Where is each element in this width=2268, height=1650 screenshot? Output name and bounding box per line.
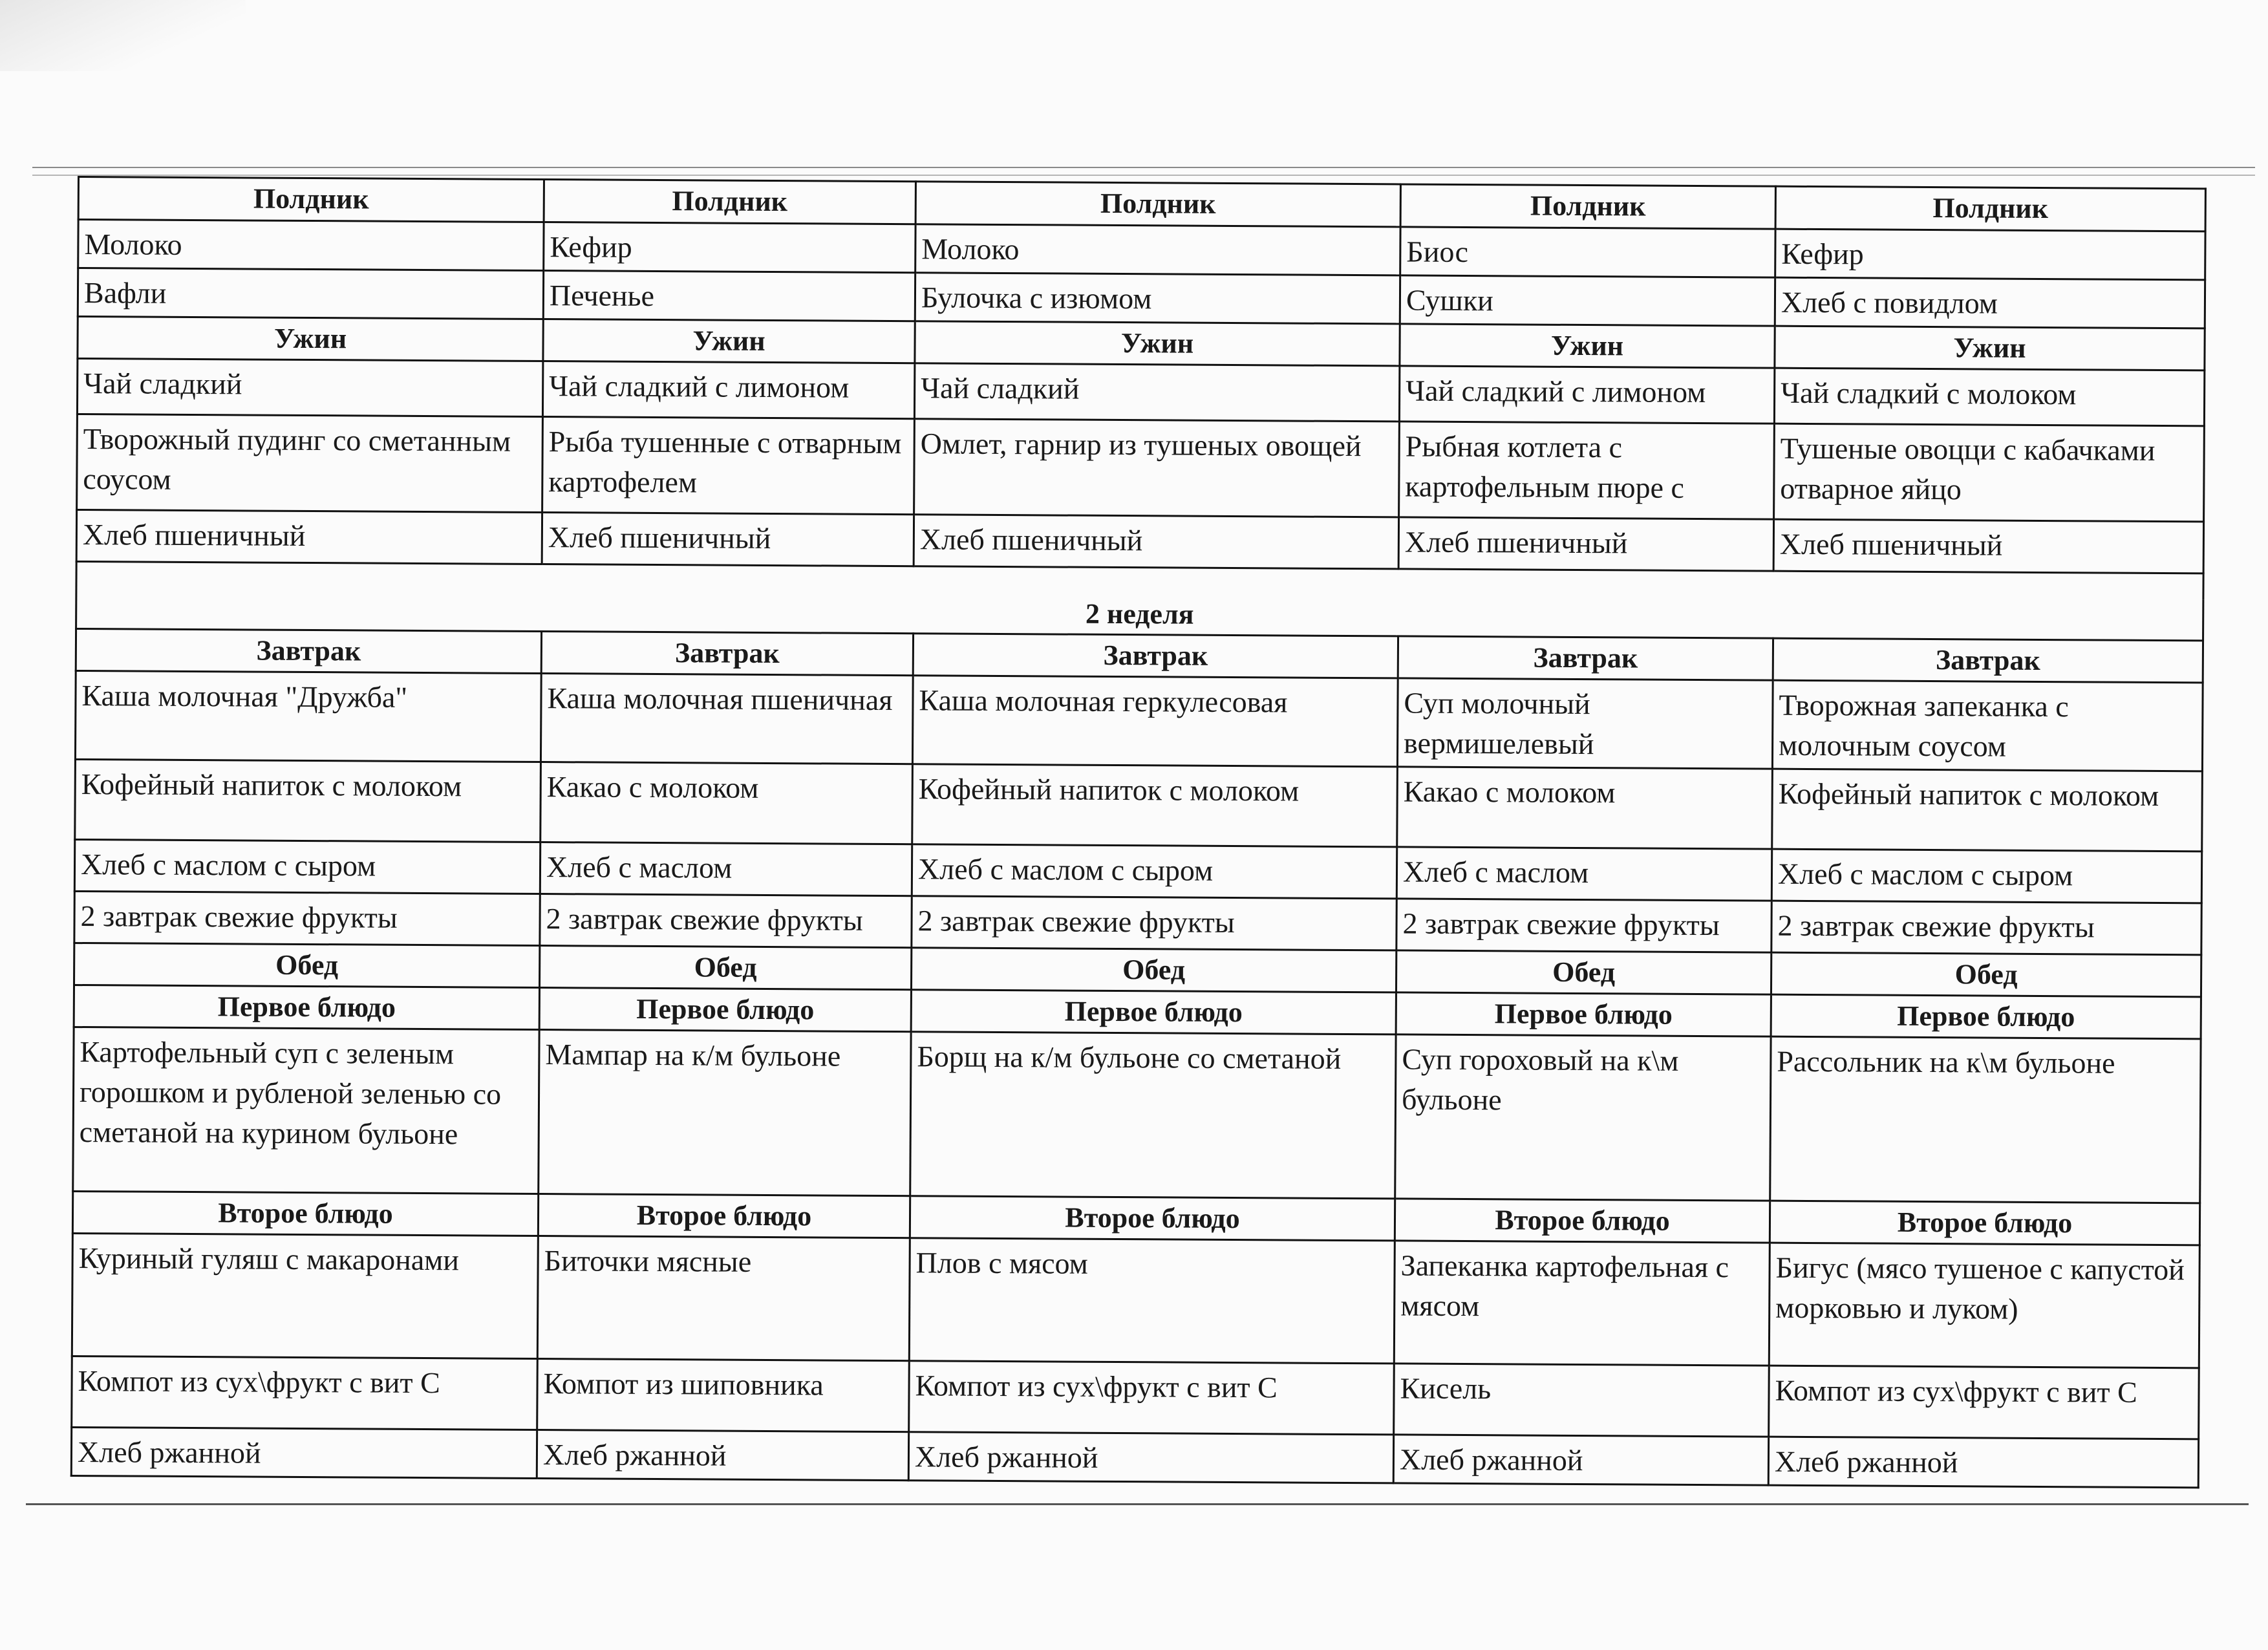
day-5-lunch-header: Обед [1771, 952, 2201, 997]
day-1-dinner-header: Ужин [78, 317, 543, 361]
day-2-first-course: Мампар на к/м бульоне [539, 1029, 911, 1195]
drink-row [72, 1356, 2199, 1439]
day-5-snack-header: Полдник [1775, 186, 2205, 231]
day-2-breakfast-bread: Хлеб с маслом [540, 842, 912, 895]
day-5-snack-food: Хлеб с повидлом [1775, 277, 2205, 328]
day-2-lunch-drink: Компот из шиповника [537, 1358, 910, 1431]
day-3-dinner-drink: Чай сладкий [914, 363, 1399, 422]
day-4-first-course: Суп гороховый на к\м бульоне [1395, 1034, 1771, 1200]
day-5-lunch-bread: Хлеб ржанной [1768, 1437, 2198, 1488]
day-3-lunch-header: Обед [911, 947, 1396, 992]
day-4-first-course-header: Первое блюдо [1396, 992, 1771, 1036]
day-3-breakfast-drink: Кофейный напиток с молоком [912, 764, 1398, 846]
day-5-dinner-drink: Чай сладкий с молоком [1774, 368, 2204, 426]
day-2-dinner-header: Ужин [543, 319, 915, 363]
day-3-breakfast-main: Каша молочная геркулесовая [912, 675, 1398, 766]
day-5-first-course-header: Первое блюдо [1771, 994, 2201, 1039]
day-5-first-course: Рассольник на к\м бульоне [1770, 1036, 2201, 1203]
day-5-second-breakfast: 2 завтрак свежие фрукты [1771, 901, 2201, 955]
scan-top-rule [32, 167, 2255, 168]
day-5-breakfast-header: Завтрак [1773, 638, 2203, 683]
day-1-snack-drink: Молоко [78, 220, 544, 271]
day-5-dinner-header: Ужин [1775, 326, 2205, 370]
day-2-dinner-drink: Чай сладкий с лимоном [542, 361, 914, 419]
day-2-first-course-header: Первое блюдо [539, 987, 911, 1031]
breakfast-row-2 [75, 759, 2203, 851]
day-3-breakfast-header: Завтрак [913, 633, 1398, 678]
day-2-snack-header: Полдник [544, 180, 915, 224]
day-1-breakfast-main: Каша молочная "Дружба" [75, 670, 541, 762]
menu-table [70, 176, 2207, 1488]
day-3-dinner-header: Ужин [915, 321, 1400, 366]
dinner-row-2 [77, 414, 2205, 522]
day-4-snack-food: Сушки [1400, 275, 1775, 326]
day-2-second-course-header: Второе блюдо [538, 1194, 910, 1238]
day-1-lunch-drink: Компот из сух\фрукт с вит С [72, 1356, 538, 1430]
day-3-snack-food: Булочка с изюмом [915, 273, 1400, 324]
day-3-first-course-header: Первое блюдо [911, 989, 1396, 1034]
day-4-lunch-bread: Хлеб ржанной [1393, 1434, 1768, 1484]
day-4-lunch-drink: Кисель [1394, 1363, 1770, 1436]
day-4-breakfast-bread: Хлеб с маслом [1396, 846, 1771, 900]
day-4-snack-header: Полдник [1400, 184, 1775, 229]
scan-bottom-rule [26, 1503, 2249, 1505]
day-2-lunch-bread: Хлеб ржанной [537, 1430, 908, 1480]
scan-top-rule-secondary [32, 175, 2255, 176]
breakfast-row-1 [75, 670, 2203, 771]
second-course-row [72, 1233, 2199, 1367]
day-2-snack-food: Печенье [543, 271, 915, 321]
day-1-dinner-bread: Хлеб пшеничный [76, 510, 542, 564]
day-4-second-breakfast: 2 завтрак свежие фрукты [1396, 898, 1771, 952]
day-3-snack-header: Полдник [915, 182, 1400, 227]
day-2-second-breakfast: 2 завтрак свежие фрукты [540, 894, 912, 947]
day-3-second-breakfast: 2 завтрак свежие фрукты [912, 895, 1396, 950]
day-1-snack-food: Вафли [78, 268, 543, 319]
day-1-breakfast-header: Завтрак [76, 628, 541, 673]
day-1-breakfast-bread: Хлеб с маслом с сыром [74, 839, 540, 894]
day-2-dinner-main: Рыба тушенные с отварным картофелем [542, 417, 915, 515]
day-1-second-breakfast: 2 завтрак свежие фрукты [74, 891, 540, 945]
day-2-second-course: Биточки мясные [537, 1236, 910, 1360]
day-4-dinner-header: Ужин [1400, 324, 1775, 368]
day-5-breakfast-main: Творожная запеканка с молочным соусом [1772, 680, 2203, 771]
day-1-snack-header: Полдник [78, 177, 544, 222]
day-1-second-course-header: Второе блюдо [72, 1191, 538, 1236]
day-5-dinner-bread: Хлеб пшеничный [1773, 519, 2203, 573]
scan-shadow [0, 0, 246, 71]
day-4-breakfast-header: Завтрак [1398, 636, 1773, 680]
day-3-dinner-bread: Хлеб пшеничный [914, 515, 1398, 569]
day-4-lunch-header: Обед [1396, 950, 1771, 994]
day-3-first-course: Борщ на к/м бульоне со сметаной [910, 1031, 1396, 1198]
day-1-breakfast-drink: Кофейный напиток с молоком [75, 759, 541, 842]
day-4-snack-drink: Биос [1400, 227, 1775, 277]
day-4-breakfast-drink: Какао с молоком [1397, 766, 1773, 848]
day-4-second-course: Запеканка картофельная с мясом [1394, 1240, 1770, 1365]
day-5-dinner-main: Тушеные овоцци с кабачками отварное яйцо [1774, 423, 2205, 522]
day-4-breakfast-main: Суп молочный вермишелевый [1397, 678, 1773, 768]
day-3-second-course: Плов с мясом [909, 1238, 1395, 1363]
day-1-second-course: Куриный гуляш с макаронами [72, 1233, 538, 1358]
first-course-row [73, 1027, 2201, 1203]
day-4-second-course-header: Второе блюдо [1395, 1198, 1770, 1242]
day-1-first-course-header: Первое блюдо [74, 985, 539, 1029]
day-3-second-course-header: Второе блюдо [910, 1195, 1395, 1240]
day-1-dinner-main: Творожный пудинг со сметанным соусом [77, 414, 543, 513]
day-4-dinner-main: Рыбная котлета с картофельным пюре с [1399, 422, 1775, 519]
day-5-snack-drink: Кефир [1775, 229, 2205, 280]
day-2-breakfast-main: Каша молочная пшеничная [540, 673, 913, 764]
day-3-snack-drink: Молоко [915, 224, 1400, 275]
day-5-breakfast-bread: Хлеб с маслом с сыром [1771, 849, 2201, 903]
day-3-lunch-bread: Хлеб ржанной [908, 1431, 1393, 1483]
day-3-lunch-drink: Компот из сух\фрукт с вит С [909, 1360, 1395, 1434]
day-4-dinner-drink: Чай сладкий с лимоном [1399, 366, 1774, 423]
week-label: 2 неделя [76, 587, 2203, 640]
day-5-lunch-drink: Компот из сух\фрукт с вит С [1769, 1366, 2199, 1439]
day-2-snack-drink: Кефир [544, 222, 915, 273]
day-2-breakfast-drink: Какао с молоком [540, 762, 913, 844]
day-5-second-course: Бигус (мясо тушеное с капустой морковью и луком) [1769, 1243, 2199, 1368]
day-1-lunch-header: Обед [74, 943, 540, 987]
day-1-lunch-bread: Хлеб ржанной [71, 1427, 537, 1478]
day-2-dinner-bread: Хлеб пшеничный [542, 513, 914, 566]
day-2-lunch-header: Обед [540, 945, 912, 989]
day-4-dinner-bread: Хлеб пшеничный [1398, 517, 1773, 571]
day-3-dinner-main: Омлет, гарнир из тушеных овощей [914, 419, 1400, 517]
day-1-dinner-drink: Чай сладкий [77, 359, 542, 417]
day-5-breakfast-drink: Кофейный напиток с молоком [1772, 769, 2203, 852]
day-1-first-course: Картофельный суп с зеленым горошком и рубленой зеленью со сметаной на курином бульоне [73, 1027, 539, 1194]
day-2-breakfast-header: Завтрак [541, 631, 913, 675]
day-5-second-course-header: Второе блюдо [1770, 1201, 2199, 1245]
day-3-breakfast-bread: Хлеб с маслом с сыром [912, 844, 1396, 898]
